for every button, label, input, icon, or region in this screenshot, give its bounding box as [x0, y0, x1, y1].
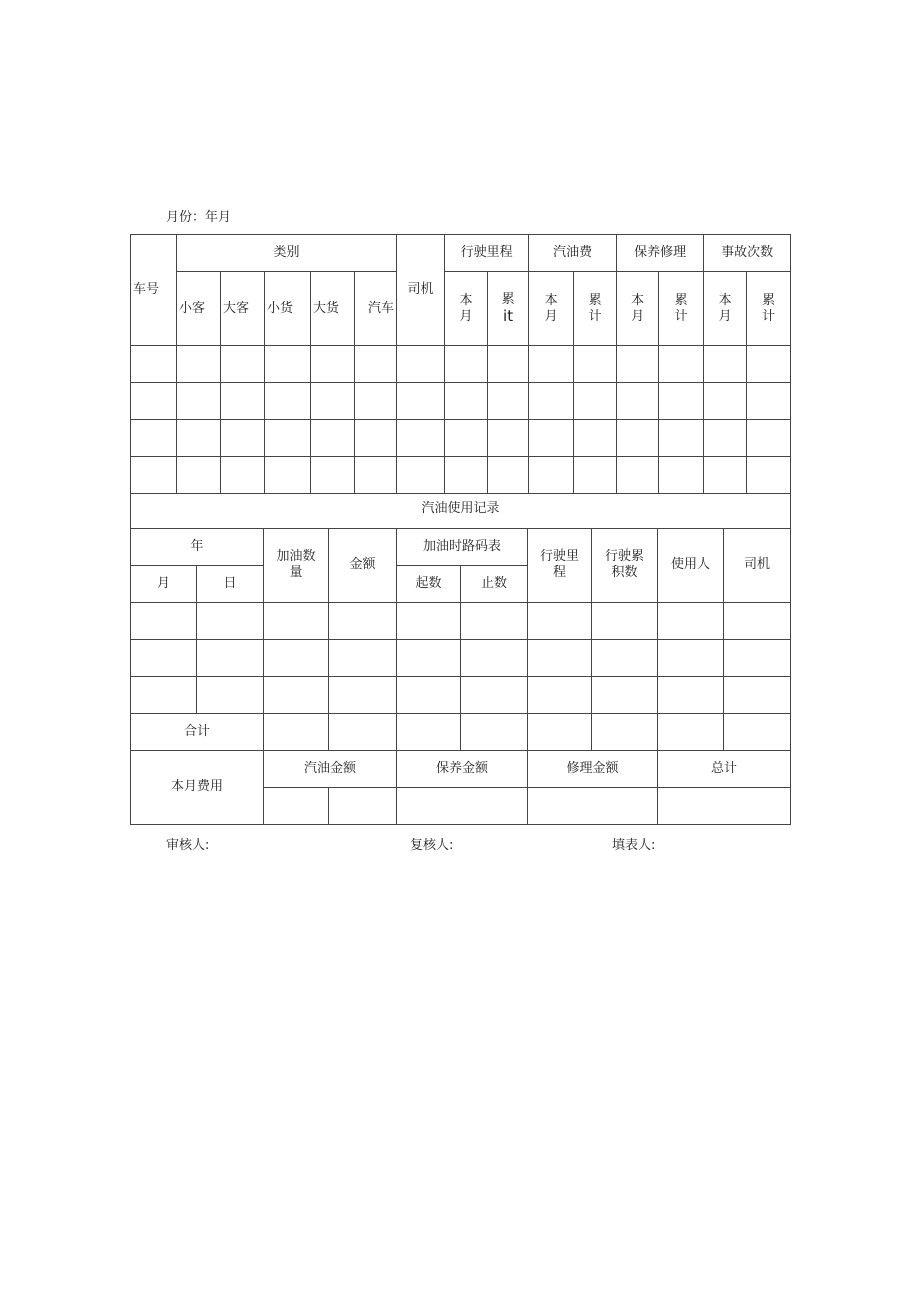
fuel-record-title: 汽油使用记录	[131, 491, 791, 528]
table-row	[131, 383, 791, 420]
grand-total-cell	[658, 787, 791, 824]
reviewer-label: 审核人:	[166, 838, 210, 853]
fuel-usage-table	[130, 491, 791, 825]
month-header: 月	[131, 565, 197, 602]
table-row	[131, 420, 791, 457]
maintenance-header: 保养修理	[617, 235, 704, 272]
driver-header: 司机	[724, 528, 791, 602]
fuel-amount-cell-b	[329, 787, 397, 824]
table-row	[131, 676, 791, 713]
table-row	[131, 639, 791, 676]
table-row	[131, 602, 791, 639]
fuel-qty-header: 加油数 量	[264, 528, 329, 602]
user-header: 使用人	[658, 528, 724, 602]
total-label: 合计	[131, 713, 264, 750]
filler-label: 填表人:	[612, 838, 656, 853]
end-header: 止数	[461, 565, 528, 602]
total-row	[131, 713, 791, 750]
repair-amount-header: 修理金额	[528, 750, 658, 787]
maint-this-month: 本 月	[617, 272, 659, 346]
driver-header: 司机	[397, 235, 445, 346]
category-header: 类别	[177, 235, 397, 272]
amount-header: 金额	[329, 528, 397, 602]
mileage-this-month: 本 月	[445, 272, 488, 346]
mileage-cumulative: 累 it	[488, 272, 529, 346]
mileage-header: 行驶里程	[445, 235, 529, 272]
maint-cumulative: 累 计	[659, 272, 704, 346]
year-header: 年	[131, 528, 264, 565]
cumulative-mileage-header: 行驶累 积数	[592, 528, 658, 602]
accident-this-month: 本 月	[704, 272, 747, 346]
vehicle-summary-table	[130, 234, 791, 494]
category-small-truck: 小货	[265, 272, 311, 346]
category-large-bus: 大客	[221, 272, 265, 346]
grand-total-header: 总计	[658, 750, 791, 787]
fuel-amount-header: 汽油金额	[264, 750, 397, 787]
maint-amount-cell	[397, 787, 528, 824]
accident-header: 事故次数	[704, 235, 791, 272]
fuel-cost-header: 汽油费	[529, 235, 617, 272]
table-row	[131, 457, 791, 494]
monthly-cost-label: 本月费用	[131, 750, 264, 824]
month-label: 月份：年月	[166, 210, 232, 225]
repair-amount-cell	[528, 787, 658, 824]
day-header: 日	[197, 565, 264, 602]
start-header: 起数	[397, 565, 461, 602]
category-car: 汽车	[355, 272, 397, 346]
category-large-truck: 大货	[311, 272, 355, 346]
category-small-bus: 小客	[177, 272, 221, 346]
accident-cumulative: 累 计	[747, 272, 791, 346]
rechecker-label: 复核人:	[410, 838, 454, 853]
fuel-amount-cell-a	[264, 787, 329, 824]
car-no-header: 车号	[131, 235, 177, 346]
fuel-cumulative: 累 计	[574, 272, 617, 346]
mileage-header: 行驶里 程	[528, 528, 592, 602]
maint-amount-header: 保养金额	[397, 750, 528, 787]
table-row	[131, 346, 791, 383]
odometer-header: 加油时路码表	[397, 528, 528, 565]
fuel-this-month: 本 月	[529, 272, 574, 346]
